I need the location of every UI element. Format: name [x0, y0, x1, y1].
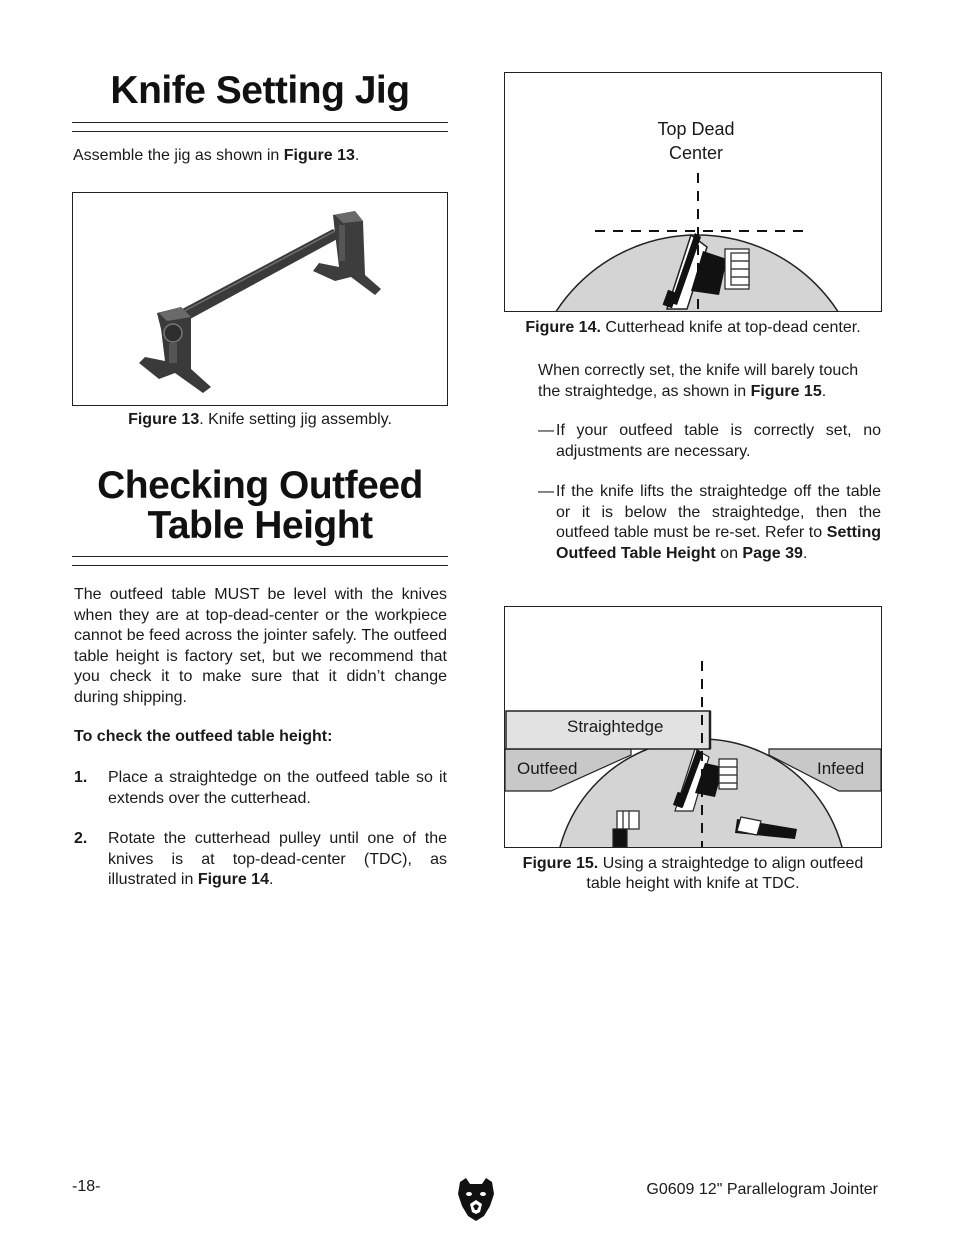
- page-number: -18-: [72, 1178, 101, 1195]
- jig-intro-text: Assemble the jig as shown in Figure 13.: [73, 147, 360, 164]
- steps-list: [74, 768, 447, 891]
- manual-title: G0609 12" Parallelogram Jointer: [646, 1181, 878, 1198]
- step-2: 2. Rotate the cutterhead pulley until one of the knives is at top-dead-center (TDC), as illustrated in Figure 14.: [74, 830, 447, 888]
- setting-outfeed-reference: Setting Outfeed Table Height: [556, 524, 881, 562]
- section-title-line-1: Checking Outfeed: [97, 464, 423, 507]
- top-dead-center-label: Top Dead Center: [657, 119, 735, 163]
- gib-bolts: [725, 249, 749, 289]
- figure-15-caption: Figure 15. Using a straightedge to align outfeed table height with knife at TDC.: [522, 855, 864, 892]
- straightedge-alignment-diagram: [505, 607, 881, 847]
- straightedge-label: Straightedge: [567, 717, 664, 736]
- figure-13-image-frame: [72, 192, 448, 406]
- figure-15-reference: Figure 15: [750, 382, 822, 400]
- figure-14-caption: Figure 14. Cutterhead knife at top-dead center.: [525, 319, 861, 336]
- dash-item-reset: — If the knife lifts the straightedge off the table or it is below the straightedge, then the outfeed table must be re-set. Refer to Setting Outfeed Table Height on Page 39.: [538, 483, 881, 562]
- section-title-knife-setting-jig: Knife Setting Jig: [110, 69, 410, 112]
- infeed-label: Infeed: [817, 759, 865, 778]
- dash-item-correctly-set: — If your outfeed table is correctly set, no adjustments are necessary.: [538, 422, 881, 460]
- procedure-heading: To check the outfeed table height:: [74, 728, 333, 745]
- jig-front-foot: [139, 307, 211, 393]
- knife-setting-jig-illustration: [73, 193, 447, 405]
- section-rule: [72, 565, 448, 566]
- jig-back-foot: [313, 211, 381, 295]
- figure-13-reference: Figure 13: [283, 147, 355, 164]
- section-rule: [72, 131, 448, 132]
- section-title-checking-outfeed: [72, 466, 448, 546]
- outfeed-label: Outfeed: [517, 759, 578, 778]
- grizzly-bear-head-icon: [456, 1176, 496, 1222]
- outfeed-paragraph: The outfeed table MUST be level with the knives when they are at top-dead-center or the workpiece cannot be feed across the jointer safely. The outfeed table height is factory set, but we recommend that you check it to make sure that it didn’t change during shipping.: [74, 586, 447, 706]
- figure-14-reference: Figure 14: [197, 871, 269, 888]
- figure-14-image-frame: [504, 72, 882, 312]
- step-1: 1. Place a straightedge on the outfeed table so it extends over the cutterhead.: [74, 769, 447, 807]
- page-39-reference: Page 39: [742, 544, 803, 562]
- cutterhead-tdc-diagram: [505, 73, 881, 311]
- gib-bolts: [719, 759, 737, 789]
- section-title-line-2: Table Height: [147, 504, 373, 547]
- dash-list: [538, 421, 881, 564]
- figure-13-caption: Figure 13. Knife setting jig assembly.: [128, 411, 392, 428]
- knife-touch-paragraph: When correctly set, the knife will barely touch the straightedge, as shown in Figure 15.: [538, 362, 859, 400]
- figure-15-image-frame: [504, 606, 882, 848]
- section-rule: [72, 122, 448, 123]
- jig-rod: [171, 229, 341, 325]
- section-rule: [72, 556, 448, 557]
